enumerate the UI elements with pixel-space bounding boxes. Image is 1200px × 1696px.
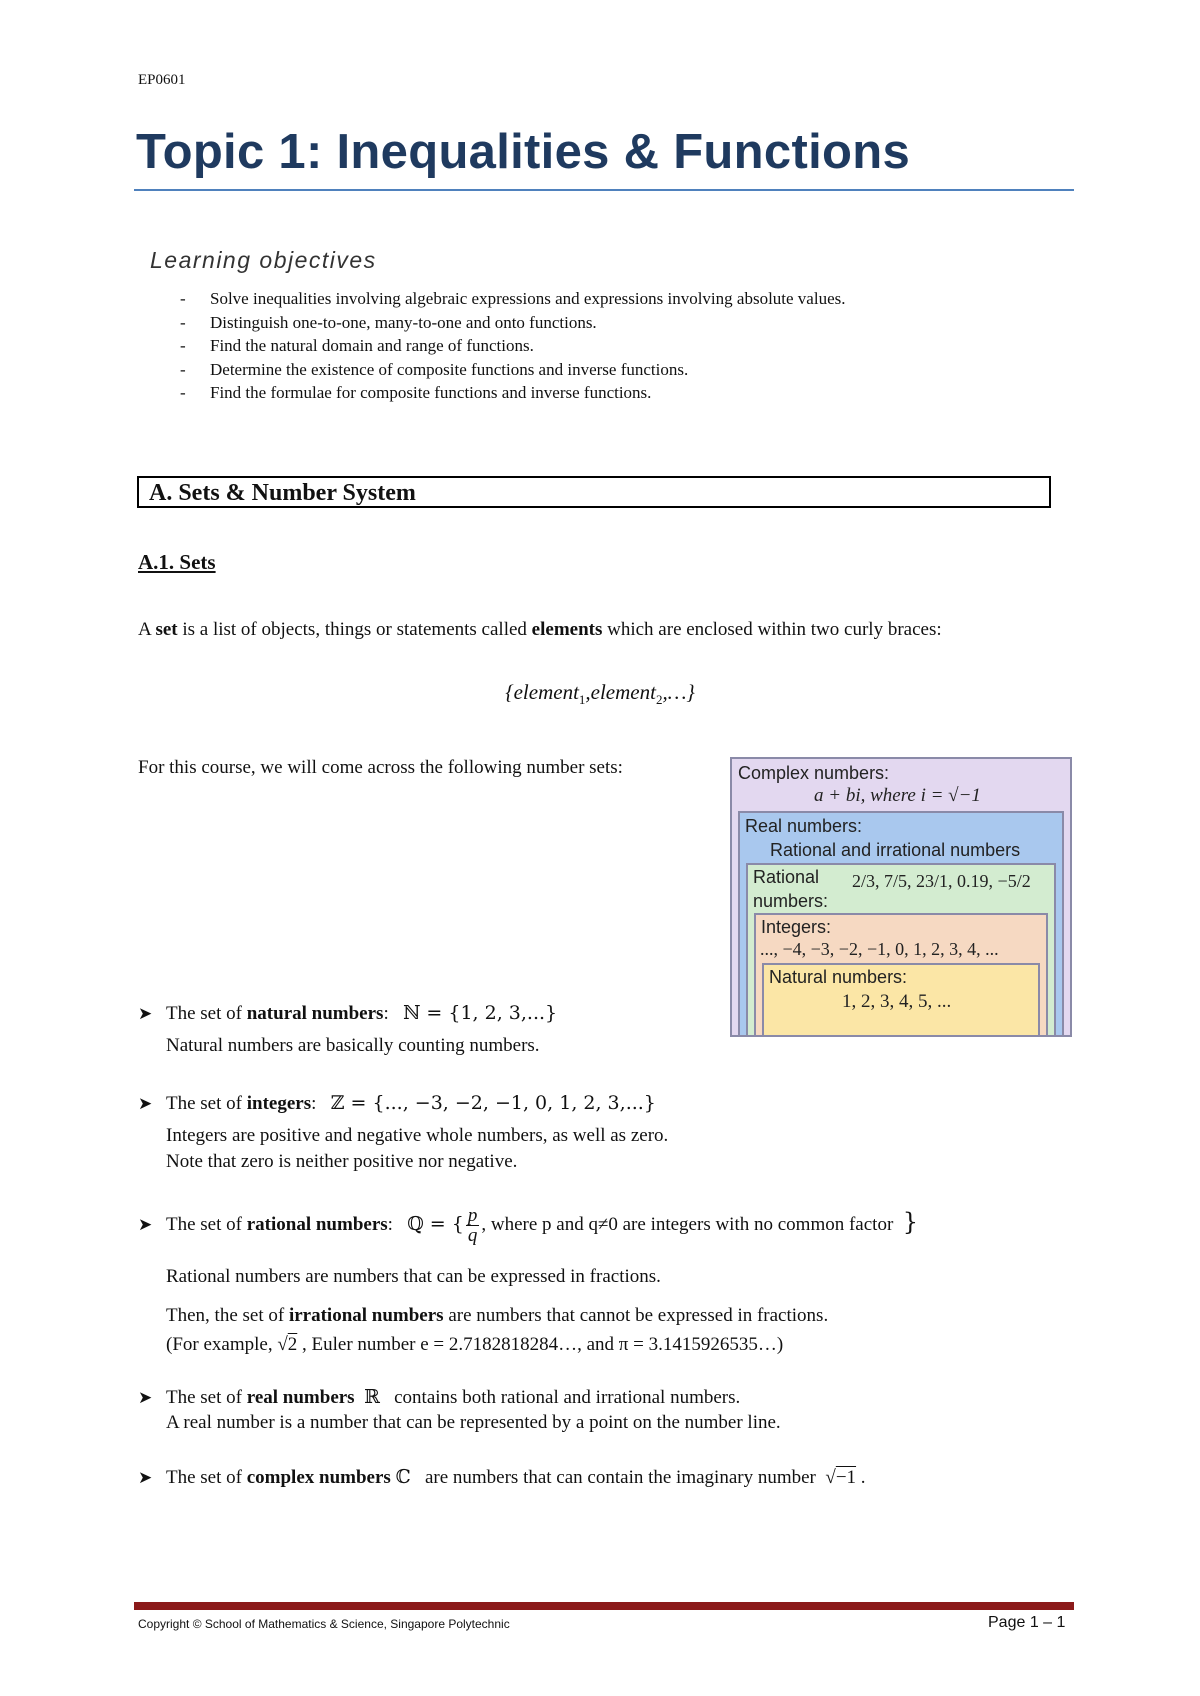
number-sets-intro: For this course, we will come across the following number sets: [138,757,623,778]
real-numbers-note: A real number is a number that can be represented by a point on the number line. [166,1412,781,1433]
irrational-numbers-text: Then, the set of irrational numbers are numbers that cannot be expressed in fractions. [166,1305,829,1326]
natural-numbers-label: Natural numbers: [769,967,908,987]
complex-numbers-label: Complex numbers: [738,763,890,783]
natural-numbers-note: Natural numbers are basically counting numbers. [166,1035,540,1056]
arrow-bullet-icon: ➤ [138,1004,153,1023]
real-numbers-label: Real numbers: [745,816,863,836]
list-item: - Find the formulae for composite functions and inverse functions. [180,383,652,402]
number-sets-diagram [730,757,1072,1037]
arrow-bullet-icon: ➤ [138,1388,153,1407]
rational-examples: 2/3, 7/5, 23/1, 0.19, −5/2 [852,871,1031,891]
list-item: - Distinguish one-to-one, many-to-one and onto functions. [180,312,597,332]
rational-example: 2/3 [852,871,876,891]
footer-divider [134,1602,1074,1610]
learning-objectives-heading: Learning objectives [150,247,377,273]
integers-values: ..., −4, −3, −2, −1, 0, 1, 2, 3, 4, ... [760,939,999,959]
arrow-bullet-icon: ➤ [138,1214,153,1234]
natural-numbers-values: 1, 2, 3, 4, 5, ... [842,991,952,1012]
page-title: Topic 1: Inequalities & Functions [136,125,910,179]
real-numbers-subtitle: Rational and irrational numbers [770,840,1021,860]
document-code: EP0601 [138,72,186,88]
title-underline [134,189,1074,191]
real-numbers-bullet: ➤ The set of real numbers ℝ contains both rational and irrational numbers. [138,1384,740,1411]
arrow-bullet-icon: ➤ [138,1094,153,1113]
subsection-heading: A.1. Sets [138,550,216,574]
rational-example: −5/2 [997,871,1031,891]
rational-numbers-label-2: numbers: [753,891,829,911]
integers-note: Integers are positive and negative whole numbers, as well as zero. [166,1125,669,1146]
section-a-heading: A. Sets & Number System [137,476,1051,508]
page-number: Page 1 – 1 [988,1614,1066,1631]
integers-label: Integers: [761,917,832,937]
arrow-bullet-icon: ➤ [138,1468,153,1487]
integers-bullet: ➤ The set of integers: ℤ = {..., −3, −2, −1, 0, 1, 2, 3,...} [138,1090,656,1117]
list-item: - Find the natural domain and range of functions. [180,336,534,355]
set-formula: {element$_1$,element$_2$,…} [505,680,695,708]
rational-numbers-label: Rational [753,867,820,887]
irrational-numbers-example: (For example, √2 , Euler number e = 2.7182818284…, and π = 3.1415926535…) [166,1334,784,1355]
complex-numbers-expression: a + bi, where i = √−1 [814,785,981,806]
rational-example: 7/5 [884,871,908,891]
natural-numbers-bullet: ➤ The set of natural numbers: ℕ = {1, 2, 3,...} [138,1000,557,1027]
footer-copyright: Copyright © School of Mathematics & Science, Singapore Polytechnic [138,1617,510,1631]
set-definition: A set is a list of objects, things or statements called elements which are enclosed within two curly braces: [138,619,942,640]
rational-numbers-bullet: ➤ The set of rational numbers: ℚ = { $\frac{p}{q}$ , where p and q≠0 are integers with no common factor } [138,1205,919,1246]
integers-note-2: Note that zero is neither positive nor negative. [166,1151,518,1172]
list-item: - Determine the existence of composite functions and inverse functions. [180,359,689,379]
learning-objectives-list [180,287,846,405]
rational-numbers-note: Rational numbers are numbers that can be expressed in fractions. [166,1266,661,1287]
complex-numbers-bullet: ➤ The set of complex numbers ℂ are numbers that can contain the imaginary number √−1 . [138,1464,866,1491]
rational-example: 23/1 [916,871,949,891]
rational-example: 0.19 [957,871,989,891]
list-item: - Solve inequalities involving algebraic expressions and expressions involving absolute values. [180,289,846,308]
